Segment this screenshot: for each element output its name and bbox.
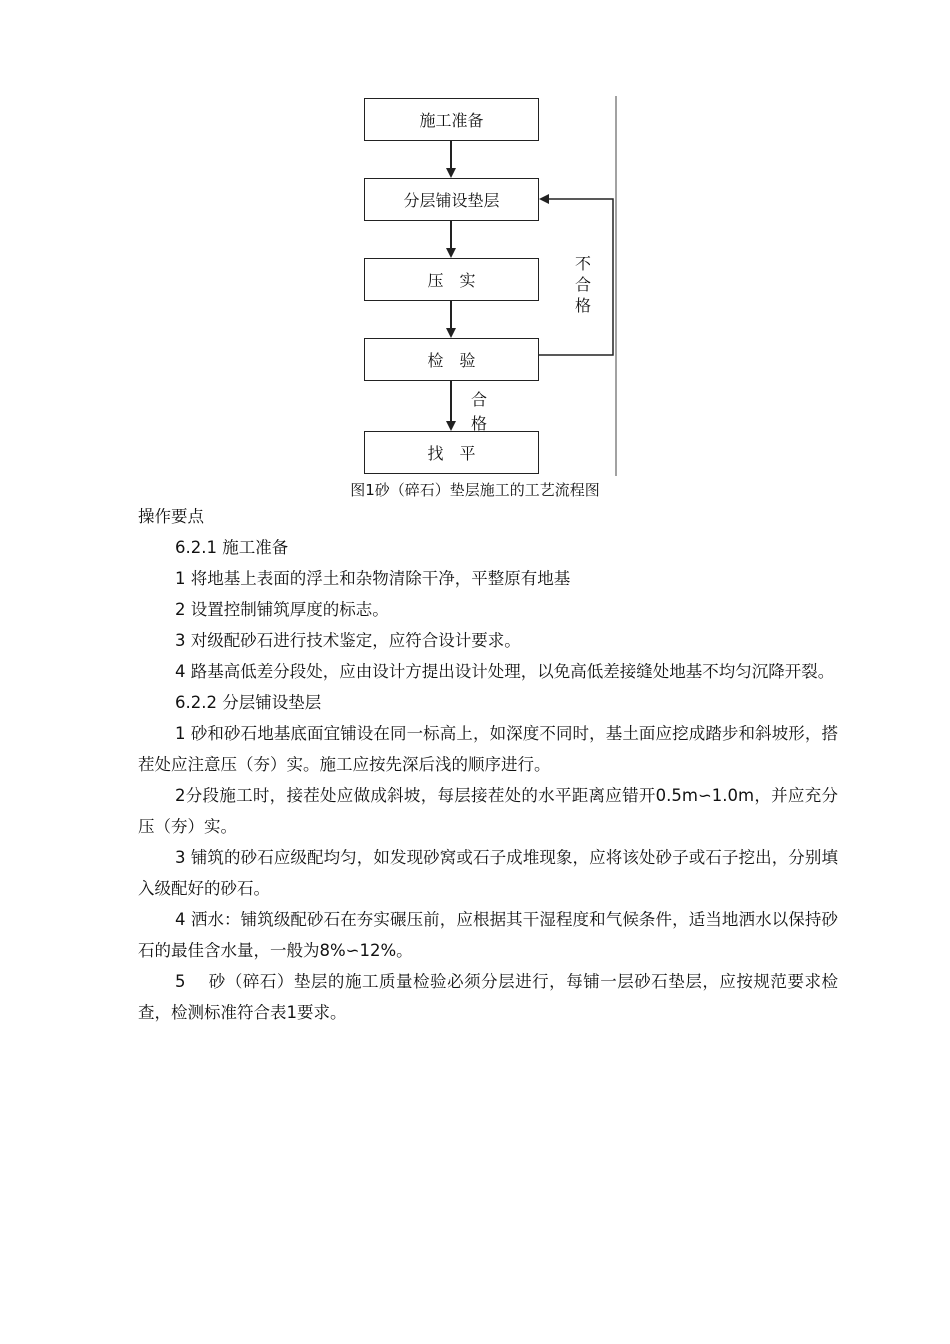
flow-step-compaction: 压 实 bbox=[364, 258, 539, 301]
list-item: 2 设置控制铺筑厚度的标志。 bbox=[175, 600, 389, 619]
list-item: 3 对级配砂石进行技术鉴定，应符合设计要求。 bbox=[175, 631, 521, 650]
flow-step-inspection: 检 验 bbox=[364, 338, 539, 381]
list-item: 3 铺筑的砂石应级配均匀，如发现砂窝或石子成堆现象，应将该处砂子或石子挖出，分别填入级配好的砂石。 bbox=[138, 848, 838, 898]
list-item: 2分段施工时，接茬处应做成斜坡，每层接茬处的水平距离应错开0.5m∽1.0m，并应充分压（夯）实。 bbox=[138, 786, 838, 836]
pass-label: 合 格 bbox=[470, 390, 487, 433]
list-item: 1 将地基上表面的浮土和杂物清除干净，平整原有地基 bbox=[175, 569, 571, 588]
list-item: 4 洒水：铺筑级配砂石在夯实碾压前，应根据其干湿程度和气候条件，适当地洒水以保持砂石的最佳含水量，一般为8%∽12%。 bbox=[138, 910, 838, 960]
list-item: 1 砂和砂石地基底面宜铺设在同一标高上，如深度不同时，基土面应挖成踏步和斜坡形，搭茬处应注意压（夯）实。施工应按先深后浅的顺序进行。 bbox=[138, 724, 838, 774]
figure-caption: 图1砂（碎石）垫层施工的工艺流程图 bbox=[350, 481, 600, 499]
flow-step-layering: 分层铺设垫层 bbox=[364, 178, 539, 221]
section-title-prepare: 6.2.1 施工准备 bbox=[175, 538, 289, 557]
fail-label: 不 合 格 bbox=[574, 254, 591, 315]
list-item: 5 砂（碎石）垫层的施工质量检验必须分层进行，每铺一层砂石垫层，应按规范要求检查，检测标准符合表1要求。 bbox=[138, 972, 838, 1022]
section-heading: 操作要点 bbox=[138, 507, 204, 526]
body-text bbox=[138, 501, 838, 1028]
flow-step-prepare: 施工准备 bbox=[364, 98, 539, 141]
flow-step-leveling: 找 平 bbox=[364, 431, 539, 474]
section-title-layering: 6.2.2 分层铺设垫层 bbox=[175, 693, 322, 712]
list-item: 4 路基高低差分段处，应由设计方提出设计处理，以免高低差接缝处地基不均匀沉降开裂。 bbox=[175, 662, 835, 681]
